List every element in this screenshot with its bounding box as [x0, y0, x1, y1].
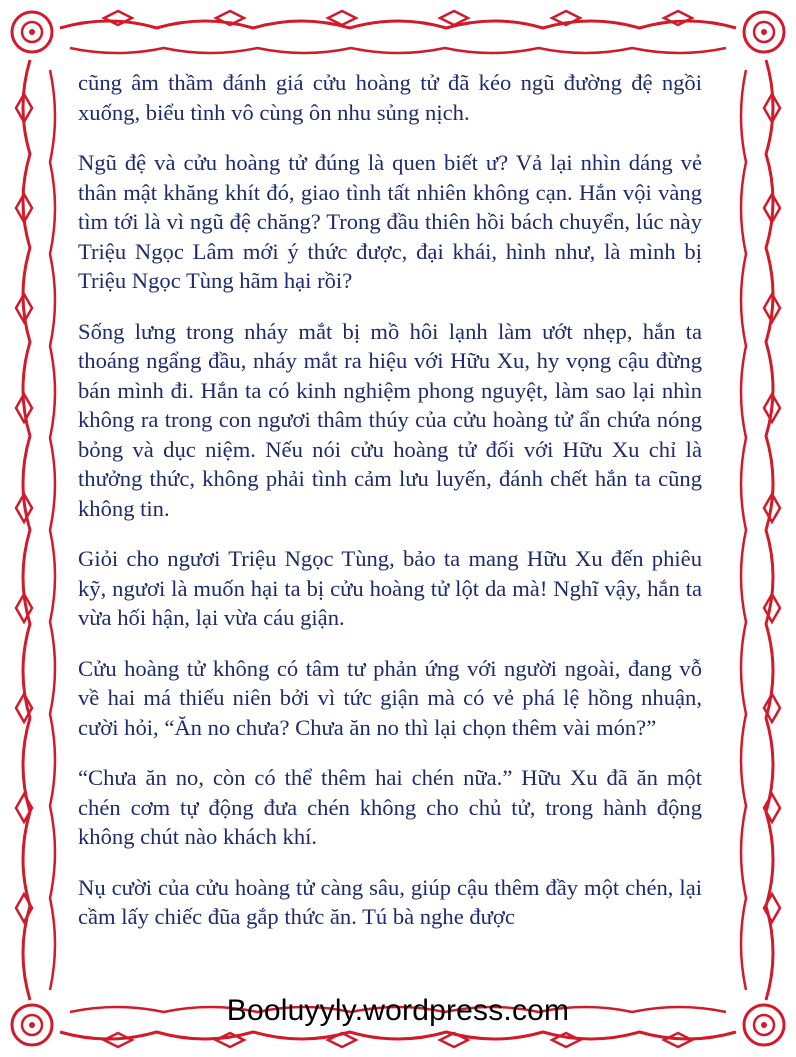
paragraph: Cửu hoàng tử không có tâm tư phản ứng với người ngoài, đang vỗ về hai má thiếu niên bởi vì tức giận mà có vẻ phá lệ hồng nhuận, cười hỏi, “Ăn no chưa? Chưa ăn no thì lại chọn thêm vài món?” [78, 655, 702, 740]
paragraph: Ngũ đệ và cửu hoàng tử đúng là quen biết ư? Vả lại nhìn dáng vẻ thân mật khăng khít đó, giao tình tất nhiên không cạn. Hắn vội vàng tìm tới là vì ngũ đệ chăng? Trong đầu thiên hồi bách chuyển, lúc này Triệu Ngọc Lâm mới ý thức được, đại khái, hình như, là mình bị Triệu Ngọc Tùng hãm hại rồi? [78, 150, 702, 293]
paragraph: Nụ cười của cửu hoàng tử càng sâu, giúp cậu thêm đầy một chén, lại cầm lấy chiếc đũa gắp thức ăn. Tú bà nghe được [78, 874, 702, 929]
border-top [60, 21, 736, 28]
document-body [78, 68, 702, 932]
border-left-inner [50, 70, 55, 990]
watermark: Booluyyly.wordpress.com [226, 994, 570, 1027]
paragraph: cũng âm thầm đánh giá cửu hoàng tử đã kéo ngũ đường đệ ngồi xuống, biểu tình vô cùng ôn nhu sủng nịch. [78, 70, 702, 125]
corner-dot [29, 29, 35, 35]
paragraph: Giỏi cho ngươi Triệu Ngọc Tùng, bảo ta mang Hữu Xu đến phiêu kỹ, ngươi là muốn hại ta bị cửu hoàng tử lột da mà! Nghĩ vậy, hắn ta vừa hối hận, lại vừa cáu giận. [78, 546, 702, 630]
paragraph: Sống lưng trong nháy mắt bị mồ hôi lạnh làm ướt nhẹp, hắn ta thoáng ngẩng đầu, nháy mắt ra hiệu với Hữu Xu, hy vọng cậu đừng bán mình đi. Hắn ta có kinh nghiệm phong nguyệt, làm sao lại nhìn không ra trong con ngươi thâm thúy của cửu hoàng tử ẩn chứa nóng bỏng và dục niệm. Nếu nói cửu hoàng tử đối với Hữu Xu chỉ là thưởng thức, không phải tình cảm lưu luyến, đánh chết hắn ta cũng không tin. [78, 318, 702, 521]
paragraph: “Chưa ăn no, còn có thể thêm hai chén nữa.” Hữu Xu đã ăn một chén cơm tự động đưa chén không cho chủ tử, trong hành động không chút nào khách khí. [78, 765, 702, 849]
corner-dot [761, 29, 767, 35]
border-top-inner [70, 48, 726, 53]
border-bottom [60, 1032, 736, 1039]
border-right-inner [741, 70, 746, 990]
